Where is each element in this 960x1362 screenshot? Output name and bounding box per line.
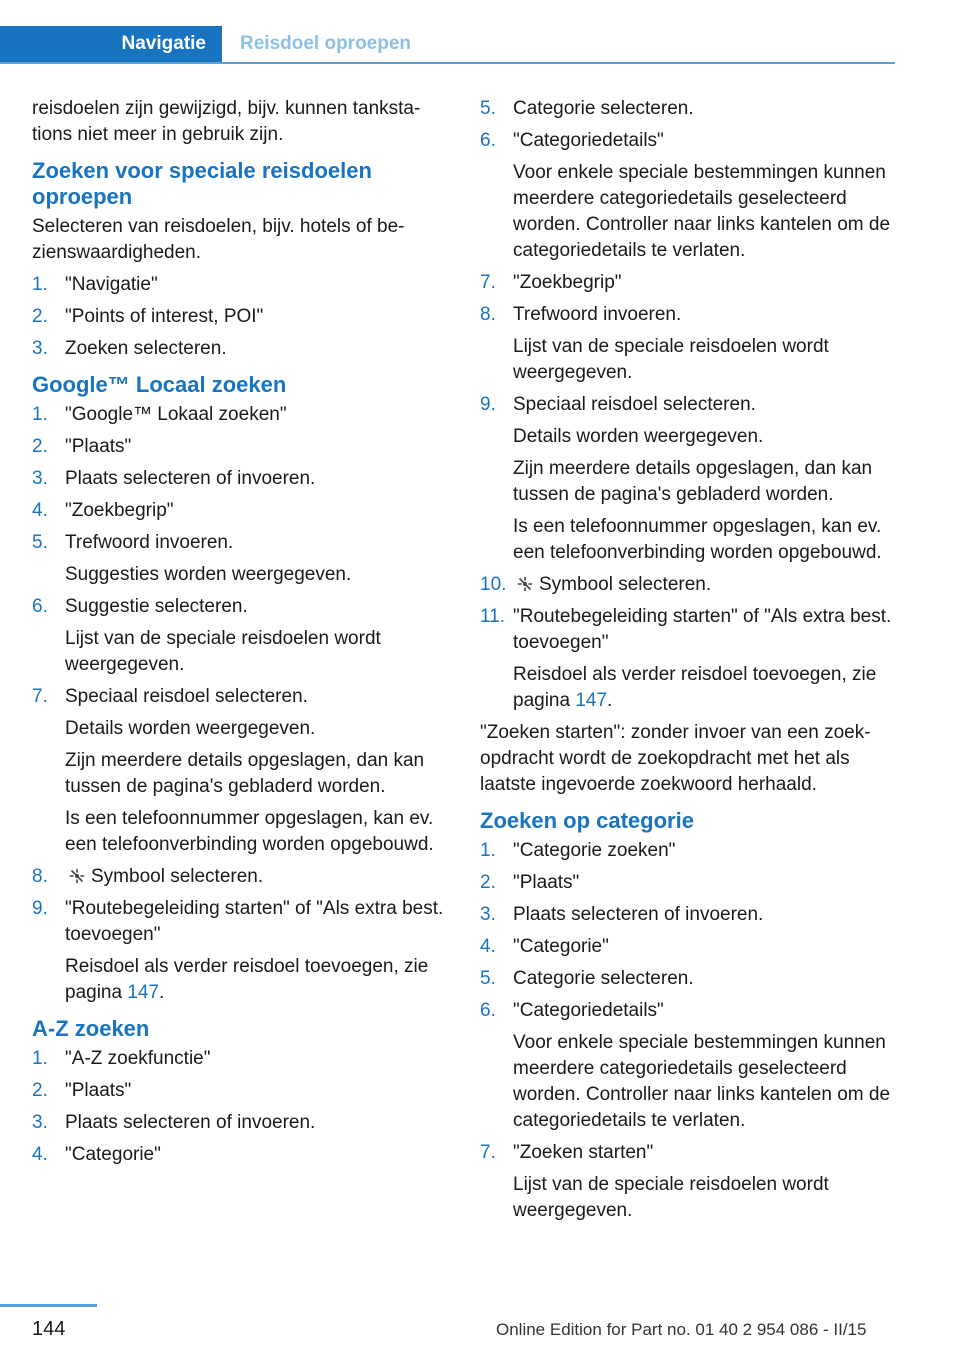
step-label: "Plaats" [65, 1080, 132, 1101]
step-text [513, 270, 892, 296]
step-content [65, 896, 444, 1006]
list-item [32, 1046, 444, 1072]
step-text [513, 838, 892, 864]
step-text [513, 998, 892, 1024]
page-number: 144 [32, 1318, 66, 1340]
step-content [513, 838, 892, 864]
step-detail [513, 1030, 892, 1134]
list-item [32, 1110, 444, 1136]
step-number: 3. [480, 904, 496, 925]
step-text [65, 1142, 444, 1168]
step-label: Categorie selecteren. [513, 968, 694, 989]
list-item [32, 402, 444, 428]
step-content [65, 684, 444, 858]
step-content [65, 1110, 444, 1136]
step-text [513, 902, 892, 928]
list-item [480, 870, 892, 896]
step-text [65, 466, 444, 492]
step-number: 3. [32, 1112, 48, 1133]
step-content [513, 1140, 892, 1224]
step-number: 7. [32, 686, 48, 707]
step-label: "Routebegeleiding starten" of "Als extra best. toevoegen" [513, 606, 892, 653]
step-text [513, 572, 892, 598]
step-content [513, 270, 892, 296]
step-detail-text: Reisdoel als verder reisdoel toevoegen, zie pagina [513, 664, 877, 711]
step-number: 5. [480, 968, 496, 989]
step-text [65, 336, 444, 362]
step-content [513, 998, 892, 1134]
step-text [513, 392, 892, 418]
step-content [513, 604, 892, 714]
step-number: 1. [32, 404, 48, 425]
crosshair-symbol-icon [517, 574, 533, 590]
list-item [32, 1078, 444, 1104]
step-number: 3. [32, 338, 48, 359]
step-content [65, 402, 444, 428]
step-number: 5. [480, 98, 496, 119]
step-number: 10. [480, 574, 507, 595]
heading-google-local: Google™ Locaal zoeken [32, 372, 287, 397]
step-text [65, 530, 444, 556]
list-item [32, 864, 444, 890]
step-text [65, 434, 444, 460]
step-content [65, 304, 444, 330]
edition-text: Online Edition for Part no. 01 40 2 954 086 - II/15 [496, 1320, 867, 1339]
step-number: 7. [480, 272, 496, 293]
list-item [32, 530, 444, 588]
step-number: 3. [32, 468, 48, 489]
step-number: 9. [480, 394, 496, 415]
punctuation: . [607, 690, 613, 711]
step-detail [65, 716, 444, 742]
step-detail-text: Is een telefoonnummer opgeslagen, kan ev. een telefoonverbinding worden opgebouwd. [65, 808, 434, 855]
step-text [65, 684, 444, 710]
step-number: 2. [480, 872, 496, 893]
step-detail-text: Is een telefoonnummer opgeslagen, kan ev. een telefoonverbinding worden opgebouwd. [513, 516, 882, 563]
right-column [480, 96, 892, 1230]
step-label: "Categorie" [65, 1144, 161, 1165]
step-content [65, 272, 444, 298]
step-text [65, 896, 444, 948]
list-item [480, 998, 892, 1134]
step-content [513, 966, 892, 992]
step-text [65, 402, 444, 428]
step-detail [513, 456, 892, 508]
crosshair-symbol-icon [69, 866, 85, 882]
list-item [480, 302, 892, 386]
step-content [65, 864, 444, 890]
step-detail [513, 1172, 892, 1224]
list-item [480, 96, 892, 122]
step-text [65, 1078, 444, 1104]
step-label: "Categorie" [513, 936, 609, 957]
step-number: 4. [32, 500, 48, 521]
step-text [65, 1110, 444, 1136]
step-number: 1. [32, 274, 48, 295]
page-link[interactable]: 147 [575, 690, 608, 711]
step-number: 6. [480, 130, 496, 151]
left-column [32, 96, 444, 1174]
list-item [32, 336, 444, 362]
step-detail-text: Reisdoel als verder reisdoel toevoegen, zie pagina [65, 956, 429, 1003]
step-detail [513, 160, 892, 264]
step-text [65, 1046, 444, 1072]
step-content [65, 336, 444, 362]
list-item [480, 1140, 892, 1224]
step-detail [65, 562, 444, 588]
step-label: "Categoriedetails" [513, 130, 664, 151]
step-label: Plaats selecteren of invoeren. [513, 904, 764, 925]
step-detail [65, 954, 444, 1006]
step-text [513, 934, 892, 960]
step-content [65, 1046, 444, 1072]
step-text [65, 304, 444, 330]
step-detail-text: Zijn meerdere details opgeslagen, dan kan tussen de pagina's gebladerd worden. [513, 458, 873, 505]
step-detail [513, 514, 892, 566]
step-detail-text: Voor enkele speciale bestemmingen kunnen meerdere categoriedetails geselecteerd worden. Controller naar links kantelen om de categoriedetails te verlaten. [513, 1032, 891, 1131]
step-label: "Points of interest, POI" [65, 306, 264, 327]
step-label: Suggestie selecteren. [65, 596, 248, 617]
list-item [480, 128, 892, 264]
step-label: "Google™ Lokaal zoeken" [65, 404, 287, 425]
step-text [513, 128, 892, 154]
step-text [65, 864, 444, 890]
list-item [480, 572, 892, 598]
steps-list [32, 272, 444, 362]
step-number: 7. [480, 1142, 496, 1163]
section-tab[interactable] [240, 26, 411, 62]
step-content [513, 902, 892, 928]
step-number: 5. [32, 532, 48, 553]
step-detail [513, 424, 892, 450]
step-number: 9. [32, 898, 48, 919]
chapter-tab[interactable] [0, 26, 222, 62]
list-item [480, 838, 892, 864]
list-item [480, 966, 892, 992]
list-item [32, 594, 444, 678]
page-header [0, 26, 895, 64]
step-label: "Routebegeleiding starten" of "Als extra best. toevoegen" [65, 898, 444, 945]
step-label: Plaats selecteren of invoeren. [65, 468, 316, 489]
step-text [65, 272, 444, 298]
list-item [32, 1142, 444, 1168]
step-detail-text: Suggesties worden weergegeven. [65, 564, 352, 585]
step-content [513, 392, 892, 566]
step-content [513, 302, 892, 386]
step-number: 8. [32, 866, 48, 887]
step-detail-text: Lijst van de speciale reisdoelen wordt weergegeven. [513, 336, 829, 383]
step-number: 1. [32, 1048, 48, 1069]
list-item [480, 392, 892, 566]
list-item [32, 684, 444, 858]
intro-paragraph: reisdoelen zijn gewijzigd, bijv. kunnen tankstations niet meer in gebruik zijn. [32, 98, 421, 145]
step-detail-text: Details worden weergegeven. [65, 718, 316, 739]
step-number: 2. [32, 306, 48, 327]
step-detail [65, 626, 444, 678]
list-item [32, 304, 444, 330]
heading-special-destinations: Zoeken voor speciale reisdoelen oproepen [32, 158, 372, 209]
step-detail [513, 334, 892, 386]
step-label: "Navigatie" [65, 274, 158, 295]
step-content [513, 934, 892, 960]
list-item [32, 896, 444, 1006]
page-link[interactable]: 147 [127, 982, 160, 1003]
step-content [513, 572, 892, 598]
step-content [513, 96, 892, 122]
step-content [513, 870, 892, 896]
step-number: 8. [480, 304, 496, 325]
step-number: 4. [480, 936, 496, 957]
step-content [65, 434, 444, 460]
list-item [480, 604, 892, 714]
step-label: "Categoriedetails" [513, 1000, 664, 1021]
step-text [65, 498, 444, 524]
step-content [65, 530, 444, 588]
step-label: Symbool selecteren. [91, 866, 264, 887]
step-label: "Zoekbegrip" [65, 500, 174, 521]
step-label: "Zoeken starten" [513, 1142, 654, 1163]
step-content [513, 128, 892, 264]
steps-list [32, 1046, 444, 1168]
step-detail-text: Lijst van de speciale reisdoelen wordt weergegeven. [513, 1174, 829, 1221]
step-content [65, 594, 444, 678]
list-item [480, 270, 892, 296]
paragraph-select-destinations: Selecteren van reisdoelen, bijv. hotels of bezienswaardigheden. [32, 216, 405, 263]
step-label: Speciaal reisdoel selecteren. [65, 686, 308, 707]
list-item [32, 272, 444, 298]
step-detail-text: Lijst van de speciale reisdoelen wordt weergegeven. [65, 628, 381, 675]
step-label: "Plaats" [65, 436, 132, 457]
step-label: "A-Z zoekfunctie" [65, 1048, 211, 1069]
step-number: 6. [480, 1000, 496, 1021]
step-detail-text: Details worden weergegeven. [513, 426, 764, 447]
step-label: Speciaal reisdoel selecteren. [513, 394, 756, 415]
step-number: 2. [32, 436, 48, 457]
step-text [513, 1140, 892, 1166]
step-content [65, 466, 444, 492]
step-text [513, 966, 892, 992]
step-label: Symbool selecteren. [539, 574, 712, 595]
list-item [32, 466, 444, 492]
step-text [513, 96, 892, 122]
heading-search-category: Zoeken op categorie [480, 808, 694, 833]
step-detail [65, 748, 444, 800]
list-item [480, 902, 892, 928]
paragraph-start-search: "Zoeken starten": zonder invoer van een zoekopdracht wordt de zoekopdracht met het als laatste ingevoerde zoekwoord herhaald. [480, 722, 871, 795]
step-text [513, 604, 892, 656]
list-item [480, 934, 892, 960]
list-item [32, 434, 444, 460]
step-detail [65, 806, 444, 858]
step-label: "Plaats" [513, 872, 580, 893]
step-number: 1. [480, 840, 496, 861]
step-number: 6. [32, 596, 48, 617]
step-label: Trefwoord invoeren. [513, 304, 682, 325]
step-label: Trefwoord invoeren. [65, 532, 234, 553]
step-label: Plaats selecteren of invoeren. [65, 1112, 316, 1133]
step-detail-text: Voor enkele speciale bestemmingen kunnen meerdere categoriedetails geselecteerd worden. Controller naar links kantelen om de categoriedetails te verlaten. [513, 162, 891, 261]
section-label: Reisdoel oproepen [240, 33, 412, 54]
step-content [65, 1142, 444, 1168]
step-label: "Categorie zoeken" [513, 840, 676, 861]
chapter-label: Navigatie [121, 33, 206, 54]
heading-az-search: A-Z zoeken [32, 1016, 150, 1041]
step-label: Zoeken selecteren. [65, 338, 227, 359]
step-text [65, 594, 444, 620]
step-detail-text: Zijn meerdere details opgeslagen, dan kan tussen de pagina's gebladerd worden. [65, 750, 425, 797]
step-content [65, 1078, 444, 1104]
step-number: 4. [32, 1144, 48, 1165]
steps-list [480, 96, 892, 714]
step-number: 2. [32, 1080, 48, 1101]
steps-list [480, 838, 892, 1224]
step-detail [513, 662, 892, 714]
step-label: Categorie selecteren. [513, 98, 694, 119]
step-text [513, 302, 892, 328]
step-text [513, 870, 892, 896]
step-label: "Zoekbegrip" [513, 272, 622, 293]
list-item [32, 498, 444, 524]
step-content [65, 498, 444, 524]
step-number: 11. [480, 606, 506, 627]
punctuation: . [159, 982, 165, 1003]
steps-list [32, 402, 444, 1006]
footer-rule [0, 1304, 97, 1307]
